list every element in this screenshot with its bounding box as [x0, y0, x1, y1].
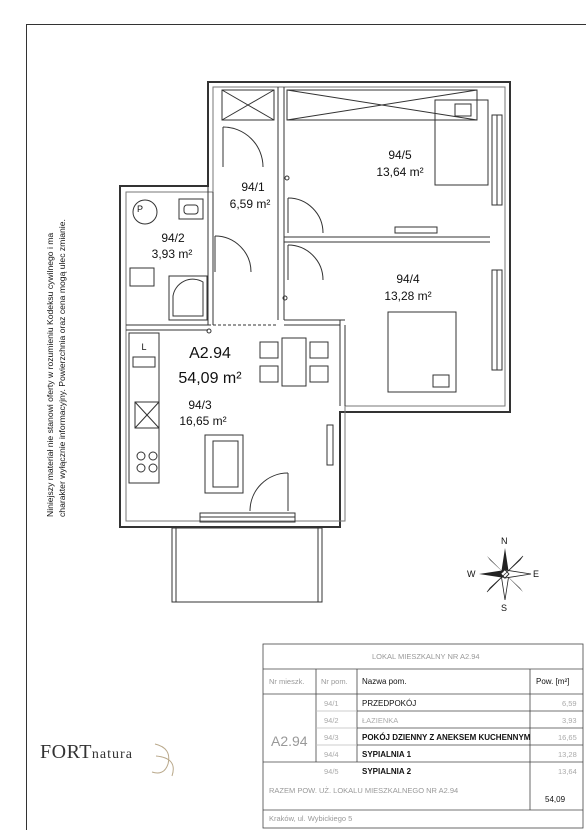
room-area: 13,64 m² — [376, 165, 424, 179]
row-num: 94/1 — [324, 699, 339, 708]
disclaimer-text: Niniejszy materiał nie stanowi oferty w rozumieniu Kodeksu cywilnego i ma charakter wyłącznie informacyjny. Powierzchnia oraz cena mogą ulec zmianie. — [45, 219, 67, 517]
room-area: 6,59 m² — [229, 197, 271, 211]
col-unit: Nr mieszk. — [269, 677, 305, 686]
row-area: 16,65 — [558, 733, 577, 742]
col-name: Nazwa pom. — [362, 677, 407, 686]
row-num: 94/5 — [324, 767, 339, 776]
unit-area: 54,09 m² — [178, 370, 242, 387]
fixture-label: P — [136, 204, 143, 214]
unit-code: A2.94 — [189, 345, 231, 362]
total-label: RAZEM POW. UŻ. LOKALU MIESZKALNEGO NR A2.94 — [269, 786, 459, 795]
compass-n: N — [501, 536, 508, 546]
room-area: 13,28 m² — [384, 289, 432, 303]
table-title: LOKAL MIESZKALNY NR A2.94 — [372, 652, 480, 661]
row-name: ŁAZIENKA — [362, 716, 399, 725]
compass-w: W — [467, 569, 476, 579]
row-num: 94/2 — [324, 716, 339, 725]
room-number: 94/4 — [396, 272, 420, 286]
fort-natura-logo — [40, 741, 133, 764]
info-table — [262, 643, 584, 828]
fixture-label: L — [141, 342, 147, 352]
address: Kraków, ul. Wybickiego 5 — [269, 814, 353, 823]
compass-icon — [479, 548, 531, 600]
compass-s: S — [501, 603, 508, 613]
room-number: 94/3 — [188, 398, 212, 412]
row-name: SYPIALNIA 1 — [362, 750, 412, 759]
row-name: POKÓJ DZIENNY Z ANEKSEM KUCHENNYM — [362, 733, 531, 742]
unit-code-cell: A2.94 — [271, 733, 308, 749]
row-name: PRZEDPOKÓJ — [362, 699, 417, 708]
col-num: Nr pom. — [321, 677, 348, 686]
logo-ornament — [152, 744, 173, 776]
row-name: SYPIALNIA 2 — [362, 767, 412, 776]
row-num: 94/4 — [324, 750, 339, 759]
room-number: 94/1 — [241, 180, 265, 194]
col-area: Pow. [m²] — [536, 677, 570, 686]
logo-fort: FORT — [40, 741, 92, 763]
row-num: 94/3 — [324, 733, 339, 742]
row-area: 6,59 — [562, 699, 577, 708]
room-area: 16,65 m² — [179, 414, 227, 428]
row-area: 13,64 — [558, 767, 577, 776]
row-area: 3,93 — [562, 716, 577, 725]
room-number: 94/5 — [388, 148, 412, 162]
logo-natura: natura — [91, 747, 133, 762]
compass-e: E — [533, 569, 540, 579]
room-number: 94/2 — [161, 231, 185, 245]
total-value: 54,09 — [545, 795, 566, 804]
room-area: 3,93 m² — [151, 247, 193, 261]
row-area: 13,28 — [558, 750, 577, 759]
